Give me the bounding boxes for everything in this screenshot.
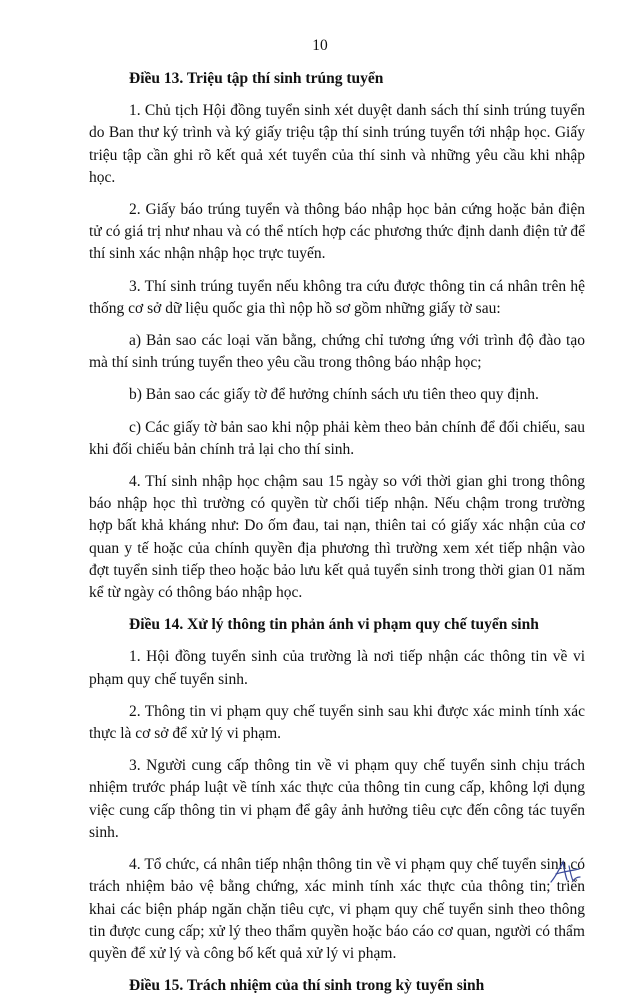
- article-13-item-c: c) Các giấy tờ bản sao khi nộp phải kèm theo bản chính để đối chiếu, sau khi đối chiếu bản chính trả lại cho thí sinh.: [89, 418, 585, 458]
- article-13-paragraph-4: 4. Thí sinh nhập học chậm sau 15 ngày so với thời gian ghi trong thông báo nhập học thì trường có quyền từ chối tiếp nhận. Nếu chậm trong trường hợp bất khả kháng như: Do ốm đau, tai nạn, thiên tai có giấy xác nhận của cơ quan y tế hoặc của chính quyền địa phương thì trường xem xét tiếp nhận vào đợt tuyển sinh tiếp theo hoặc bảo lưu kết quả tuyển sinh trong thời gian 01 năm kể từ ngày có thông báo nhập học.: [89, 473, 585, 602]
- initials-signature: [548, 858, 582, 886]
- article-13-paragraph-1: 1. Chủ tịch Hội đồng tuyển sinh xét duyệt danh sách thí sinh trúng tuyển do Ban thư ký trình và ký giấy triệu tập thí sinh trúng tuyển tới nhập học. Giấy triệu tập cần ghi rõ kết quả xét tuyển của thí sinh và những yêu cầu khi nhập học.: [89, 102, 585, 186]
- article-13-item-a: a) Bản sao các loại văn bằng, chứng chỉ tương ứng với trình độ đào tạo mà thí sinh trúng tuyển theo yêu cầu trong thông báo nhập học;: [89, 332, 585, 372]
- article-15-heading: Điều 15. Trách nhiệm của thí sinh trong kỳ tuyển sinh: [129, 977, 485, 995]
- article-14-paragraph-2: 2. Thông tin vi phạm quy chế tuyển sinh sau khi được xác minh tính xác thực là cơ sở để xử lý vi phạm.: [89, 702, 585, 743]
- document-body: [89, 68, 585, 1007]
- article-14-paragraph-3: 3. Người cung cấp thông tin về vi phạm quy chế tuyển sinh chịu trách nhiệm trước pháp luật về tính xác thực của thông tin cung cấp, không lợi dụng việc cung cấp thông tin vi phạm để gây ảnh hưởng tiêu cực đến công tác tuyển sinh.: [89, 757, 585, 841]
- article-14-heading: Điều 14. Xử lý thông tin phản ánh vi phạm quy chế tuyển sinh: [129, 616, 539, 634]
- article-13-item-b: b) Bản sao các giấy tờ để hưởng chính sách ưu tiên theo quy định.: [129, 386, 539, 404]
- page-number: 10: [312, 37, 328, 54]
- article-13-paragraph-2: 2. Giấy báo trúng tuyển và thông báo nhập học bản cứng hoặc bản điện tử có giá trị như nhau và có thể ntích hợp các phương thức định danh điện tử để thí sinh xác nhận nhập học trực tuyến.: [89, 201, 585, 263]
- article-14-paragraph-1: 1. Hội đồng tuyển sinh của trường là nơi tiếp nhận các thông tin về vi phạm quy chế tuyển sinh.: [89, 648, 585, 688]
- article-13-heading: Điều 13. Triệu tập thí sinh trúng tuyển: [129, 70, 384, 87]
- article-13-paragraph-3: 3. Thí sinh trúng tuyển nếu không tra cứu được thông tin cá nhân trên hệ thống cơ sở dữ liệu quốc gia thì nộp hồ sơ gồm những giấy tờ sau:: [89, 277, 585, 317]
- article-14-paragraph-4: 4. Tổ chức, cá nhân tiếp nhận thông tin về vi phạm quy chế tuyển sinh có trách nhiệm bảo vệ bằng chứng, xác minh tính xác thực của thông tin; triển khai các biện pháp ngăn chặn tiêu cực, vi phạm quy chế tuyển sinh theo thông tin được cung cấp; xử lý theo thẩm quyền hoặc báo cáo cơ quan, người có thẩm quyền để xử lý và công bố kết quả xử lý vi phạm.: [89, 856, 585, 962]
